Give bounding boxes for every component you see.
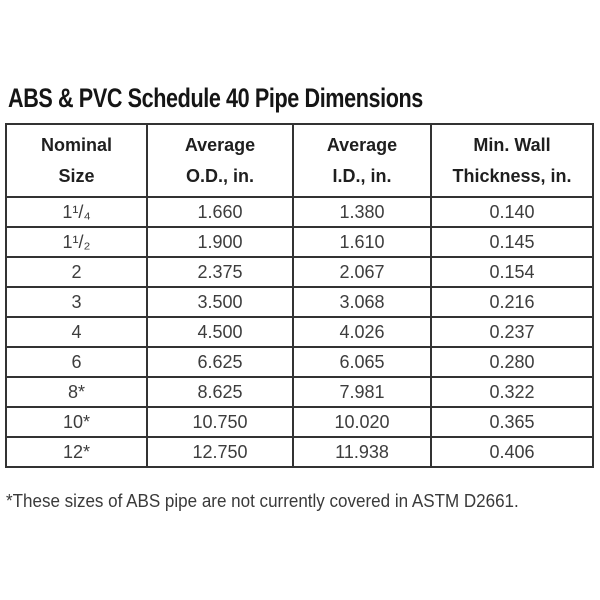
cell-avg-id: 11.938: [293, 437, 431, 467]
cell-min-wall: 0.365: [431, 407, 593, 437]
cell-avg-id: 6.065: [293, 347, 431, 377]
cell-avg-id: 1.610: [293, 227, 431, 257]
col-header-min-wall-line2: Thickness, in.: [452, 165, 572, 186]
col-header-nominal-size-line1: Nominal: [40, 134, 112, 155]
cell-min-wall: 0.406: [431, 437, 593, 467]
cell-avg-od: 6.625: [147, 347, 293, 377]
cell-avg-id: 10.020: [293, 407, 431, 437]
col-header-min-wall: [431, 124, 593, 197]
cell-avg-od: 1.900: [147, 227, 293, 257]
cell-nominal-size: 4: [6, 317, 147, 347]
col-header-avg-id-line1: Average: [326, 134, 398, 155]
cell-min-wall: 0.216: [431, 287, 593, 317]
table-row: [6, 257, 593, 287]
table-row: [6, 377, 593, 407]
cell-avg-od: 12.750: [147, 437, 293, 467]
cell-avg-id: 1.380: [293, 197, 431, 227]
cell-min-wall: 0.145: [431, 227, 593, 257]
table-row: [6, 437, 593, 467]
cell-nominal-size: 10*: [6, 407, 147, 437]
cell-avg-od: 1.660: [147, 197, 293, 227]
cell-avg-od: 3.500: [147, 287, 293, 317]
cell-avg-od: 8.625: [147, 377, 293, 407]
col-header-avg-od-line1: Average: [184, 134, 256, 155]
cell-avg-id: 3.068: [293, 287, 431, 317]
cell-nominal-size: 2: [6, 257, 147, 287]
cell-avg-od: 2.375: [147, 257, 293, 287]
cell-avg-od: 4.500: [147, 317, 293, 347]
cell-min-wall: 0.140: [431, 197, 593, 227]
col-header-avg-od: [147, 124, 293, 197]
table-row: [6, 347, 593, 377]
col-header-nominal-size: [6, 124, 147, 197]
table-row: [6, 197, 593, 227]
cell-avg-od: 10.750: [147, 407, 293, 437]
page-title: ABS & PVC Schedule 40 Pipe Dimensions: [8, 83, 423, 113]
cell-nominal-size: 1¹/₄: [6, 197, 147, 227]
pipe-dimensions-table: [5, 123, 594, 468]
cell-min-wall: 0.237: [431, 317, 593, 347]
footnote: *These sizes of ABS pipe are not currently covered in ASTM D2661.: [6, 490, 519, 511]
cell-avg-id: 7.981: [293, 377, 431, 407]
table-row: [6, 287, 593, 317]
cell-nominal-size: 3: [6, 287, 147, 317]
cell-min-wall: 0.322: [431, 377, 593, 407]
cell-avg-id: 4.026: [293, 317, 431, 347]
col-header-min-wall-line1: Min. Wall: [473, 134, 551, 155]
table-row: [6, 317, 593, 347]
cell-nominal-size: 6: [6, 347, 147, 377]
table-row: [6, 227, 593, 257]
cell-min-wall: 0.280: [431, 347, 593, 377]
header-row: [6, 124, 593, 197]
table-row: [6, 407, 593, 437]
col-header-avg-id: [293, 124, 431, 197]
col-header-nominal-size-line2: Size: [58, 165, 95, 186]
cell-nominal-size: 1¹/₂: [6, 227, 147, 257]
col-header-avg-id-line2: I.D., in.: [332, 165, 392, 186]
cell-avg-id: 2.067: [293, 257, 431, 287]
cell-min-wall: 0.154: [431, 257, 593, 287]
cell-nominal-size: 8*: [6, 377, 147, 407]
cell-nominal-size: 12*: [6, 437, 147, 467]
col-header-avg-od-line2: O.D., in.: [185, 165, 254, 186]
